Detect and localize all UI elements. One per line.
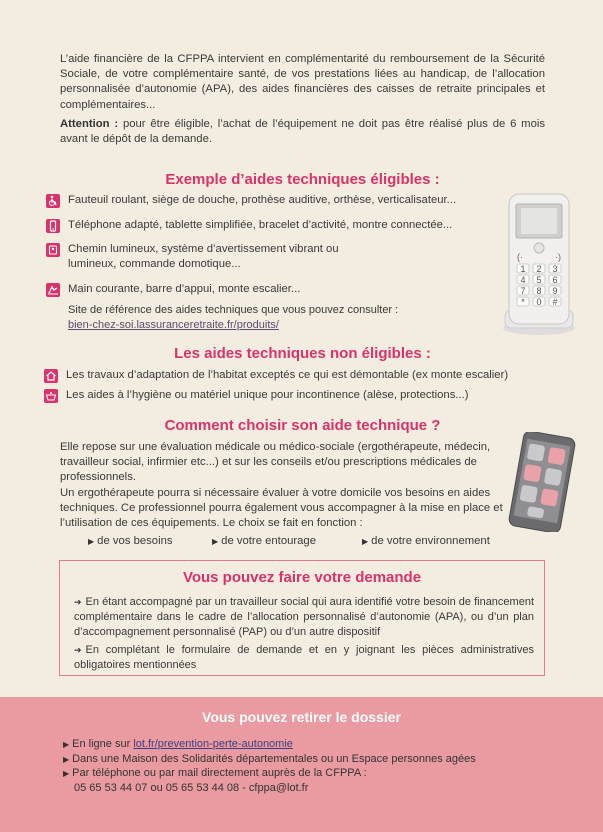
arrow-icon: ➔ — [74, 645, 82, 655]
footer-contact: 05 65 53 44 07 ou 05 65 53 44 08 - cfppa@lot.fr — [74, 782, 309, 794]
arrow-icon: ▶ — [88, 537, 95, 546]
attention-text: pour être éligible, l’achat de l’équipement ne doit pas être réalisé plus de 6 mois avant le dépôt de la demande. — [60, 117, 546, 146]
phone-key-label: 3 — [552, 264, 558, 274]
choose-title: Comment choisir son aide technique ? — [164, 417, 441, 434]
arrow-icon: ▶ — [362, 537, 369, 546]
footer-item-text: Par téléphone ou par mail directement auprès de la CFPPA : — [72, 767, 367, 779]
phone-key-label: # — [552, 297, 558, 307]
hygiene-icon — [44, 389, 58, 403]
choose-paragraph-2: Un ergothérapeute pourra si nécessaire évaluer à votre domicile vos besoins en aides techniques. Ce professionnel pourra également vous accompagner à la mise en place et l’utilisation de ces équipements. Le choix se fait en fonction : — [60, 487, 503, 529]
criteria-text: de vos besoins — [97, 535, 173, 547]
non-eligible-title: Les aides techniques non éligibles : — [174, 345, 431, 362]
eligible-item-text: Chemin lumineux, système d’avertissement vibrant ou lumineux, commande domotique... — [68, 243, 339, 270]
non-eligible-item-text: Les travaux d’adaptation de l’habitat exceptés ce qui est démontable (ex monte escalier) — [66, 369, 509, 381]
attention-paragraph — [60, 117, 545, 147]
smartphone-image — [506, 432, 578, 537]
eligible-item — [46, 218, 476, 233]
svg-text:(·: (· — [517, 252, 523, 262]
svg-text:·): ·) — [555, 252, 561, 262]
eligible-item — [46, 193, 476, 208]
senior-phone-drawing — [499, 192, 579, 337]
arrow-icon: ▶ — [63, 740, 70, 749]
phone-key-label: 2 — [536, 264, 542, 274]
footer-band — [0, 697, 603, 832]
footer-item — [63, 766, 367, 781]
criteria-text: de votre entourage — [221, 535, 316, 547]
non-eligible-item-text: Les aides à l’hygiène ou matériel unique pour incontinence (alèse, protections...) — [66, 389, 469, 401]
intro-paragraph: L’aide financière de la CFPPA intervient en complémentarité du remboursement de la Sécurité Sociale, de votre complémentaire santé, de vos prestations liées au handicap, de l’allocation personnalisée d’autonomie (APA), des aides financières des caisses de retraite principales et complémentaires... — [60, 53, 545, 111]
reference-text: Site de référence des aides techniques que vous pouvez consulter : — [68, 304, 399, 316]
non-eligible-item — [44, 388, 469, 403]
criteria-text: de votre environnement — [371, 535, 490, 547]
footer-item — [63, 752, 476, 767]
phone-icon — [46, 219, 60, 233]
phone-key-label: 0 — [536, 297, 542, 307]
eligible-item-text: Main courante, barre d’appui, monte escalier... — [68, 283, 301, 295]
footer-title: Vous pouvez retirer le dossier — [202, 709, 401, 725]
choose-paragraph: Elle repose sur une évaluation médicale ou médico-sociale (ergothérapeute, médecin, travailleur social, infirmier etc...) et sur les conseils et/ou prescriptions médicales de professionnels. — [60, 441, 491, 483]
request-item-text: En complétant le formulaire de demande et en y joignant les pièces administratives obligatoires mentionnées — [74, 644, 534, 671]
request-box — [59, 560, 545, 676]
eligible-title: Exemple d’aides techniques éligibles : — [165, 171, 440, 188]
intro-section — [60, 52, 545, 151]
phone-key-label: 1 — [520, 264, 526, 274]
reference-link[interactable]: bien-chez-soi.lassuranceretraite.fr/produits/ — [68, 319, 279, 331]
phone-key-label: 9 — [552, 286, 558, 296]
phone-key-label: 6 — [552, 275, 558, 285]
phone-key-label: 4 — [520, 275, 526, 285]
arrow-icon: ▶ — [63, 755, 70, 764]
footer-item — [63, 737, 293, 752]
eligible-item-text: Fauteuil roulant, siège de douche, prothèse auditive, orthèse, verticalisateur... — [68, 194, 457, 206]
light-icon — [46, 243, 60, 257]
phone-key-label: * — [521, 297, 525, 307]
wheelchair-icon — [46, 194, 60, 208]
request-title: Vous pouvez faire votre demande — [182, 569, 422, 586]
footer-online-prefix: En ligne sur — [72, 738, 134, 750]
criteria-item — [362, 535, 490, 547]
eligible-item — [46, 242, 386, 272]
phone-key-label: 5 — [536, 275, 542, 285]
arrow-icon: ▶ — [63, 769, 70, 778]
arrow-icon: ▶ — [212, 537, 219, 546]
senior-phone-image — [499, 192, 579, 342]
smartphone-drawing — [506, 432, 578, 532]
request-item — [74, 595, 534, 639]
arrow-icon: ➔ — [74, 597, 82, 607]
request-item-text: En étant accompagné par un travailleur social qui aura identifié votre besoin de financement complémentaire dans le cadre de l’allocation personnalisé d’autonomie (APA), ou d’un plan d’accompagnement personnalisé (PAP) ou d’un autre dispositif — [74, 596, 534, 638]
house-icon — [44, 369, 58, 383]
attention-label: Attention : — [60, 117, 119, 130]
phone-key-label: 8 — [536, 286, 542, 296]
footer-item-text: Dans une Maison des Solidarités départementales ou un Espace personnes agées — [72, 753, 476, 765]
phone-key-label: 7 — [520, 286, 526, 296]
criteria-item — [88, 535, 173, 547]
online-link[interactable]: lot.fr/prevention-perte-autonomie — [133, 738, 293, 750]
criteria-item — [212, 535, 316, 547]
hand-icon — [46, 283, 60, 297]
request-item — [74, 643, 534, 673]
eligible-item — [46, 282, 476, 297]
eligible-item-text: Téléphone adapté, tablette simplifiée, bracelet d’activité, montre connectée... — [68, 219, 453, 231]
reference-block — [68, 303, 398, 333]
non-eligible-item — [44, 368, 508, 383]
